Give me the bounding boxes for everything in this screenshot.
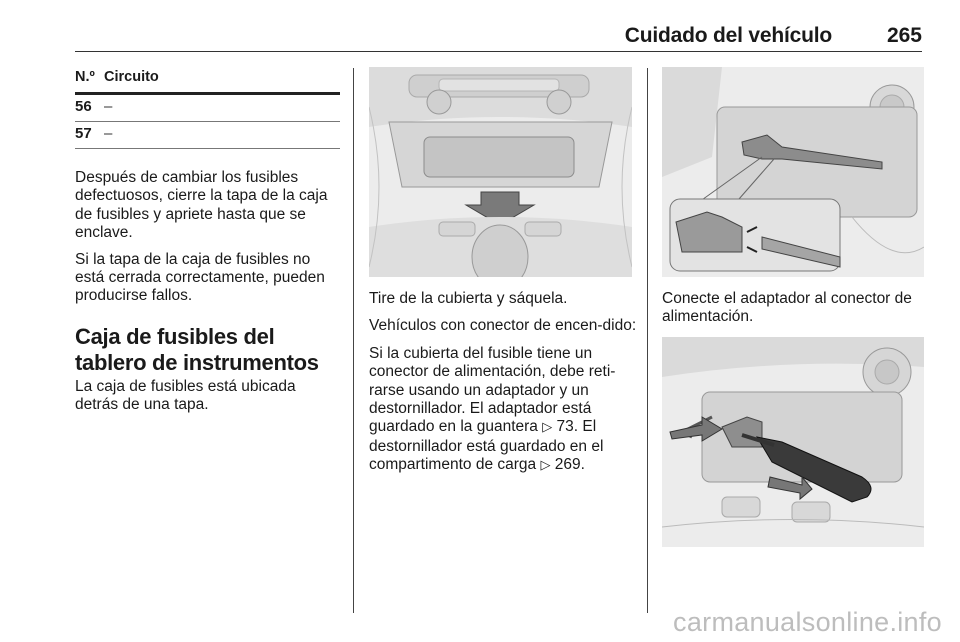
header-number: N.º <box>75 69 95 85</box>
adapter-connector-illustration <box>662 67 924 277</box>
fuse-circuit: – <box>104 98 113 115</box>
fuse-number: 56 <box>75 98 92 115</box>
column-3 <box>662 290 927 327</box>
header-divider <box>75 51 922 52</box>
column-divider-2 <box>647 68 648 613</box>
column-divider-1 <box>353 68 354 613</box>
header-circuit: Circuito <box>104 69 159 85</box>
console-cover-illustration <box>369 67 632 277</box>
paragraph-pull-cover: Tire de la cubierta y sáquela. <box>369 290 568 307</box>
section-heading: Caja de fusibles del tablero de instrumentos <box>75 323 319 375</box>
fuse-table-header <box>75 68 340 95</box>
ref-arrow-icon[interactable]: ▷ <box>542 420 553 436</box>
page-title: Cuidado del vehículo <box>624 24 832 47</box>
paragraph-connect-adapter: Conecte el adaptador al conector de alimentación. <box>662 290 912 326</box>
column-2 <box>369 290 639 485</box>
paragraph-adapter-instructions: Si la cubierta del fusible tiene un conector de alimentación, debe reti‐rarse usando un adaptador y un destornillador. El adaptador está guardado en la guantera ▷ 73. El destornillador está guardado en el compartimento de carga ▷ 269. <box>369 344 616 474</box>
paragraph-ignition-connector: Vehículos con conector de encen‐dido: <box>369 317 637 335</box>
paragraph-location: La caja de fusibles está ubicada detrás de una tapa. <box>75 377 296 414</box>
column-1 <box>75 68 340 415</box>
fuse-circuit: – <box>104 125 113 142</box>
fuse-number: 57 <box>75 125 92 142</box>
table-row <box>75 122 340 149</box>
page-number: 265 <box>886 24 922 47</box>
table-row <box>75 95 340 122</box>
paragraph-cover-warning: Si la tapa de la caja de fusibles no está cerrada correctamente, pueden producirse fallos. <box>75 250 325 305</box>
ref-arrow-icon[interactable]: ▷ <box>540 458 551 474</box>
watermark: carmanualsonline.info <box>673 607 942 637</box>
screwdriver-removal-illustration <box>662 337 924 547</box>
paragraph-close-cover: Después de cambiar los fusibles defectuosos, cierre la tapa de la caja de fusibles y apriete hasta que se enclave. <box>75 169 328 242</box>
